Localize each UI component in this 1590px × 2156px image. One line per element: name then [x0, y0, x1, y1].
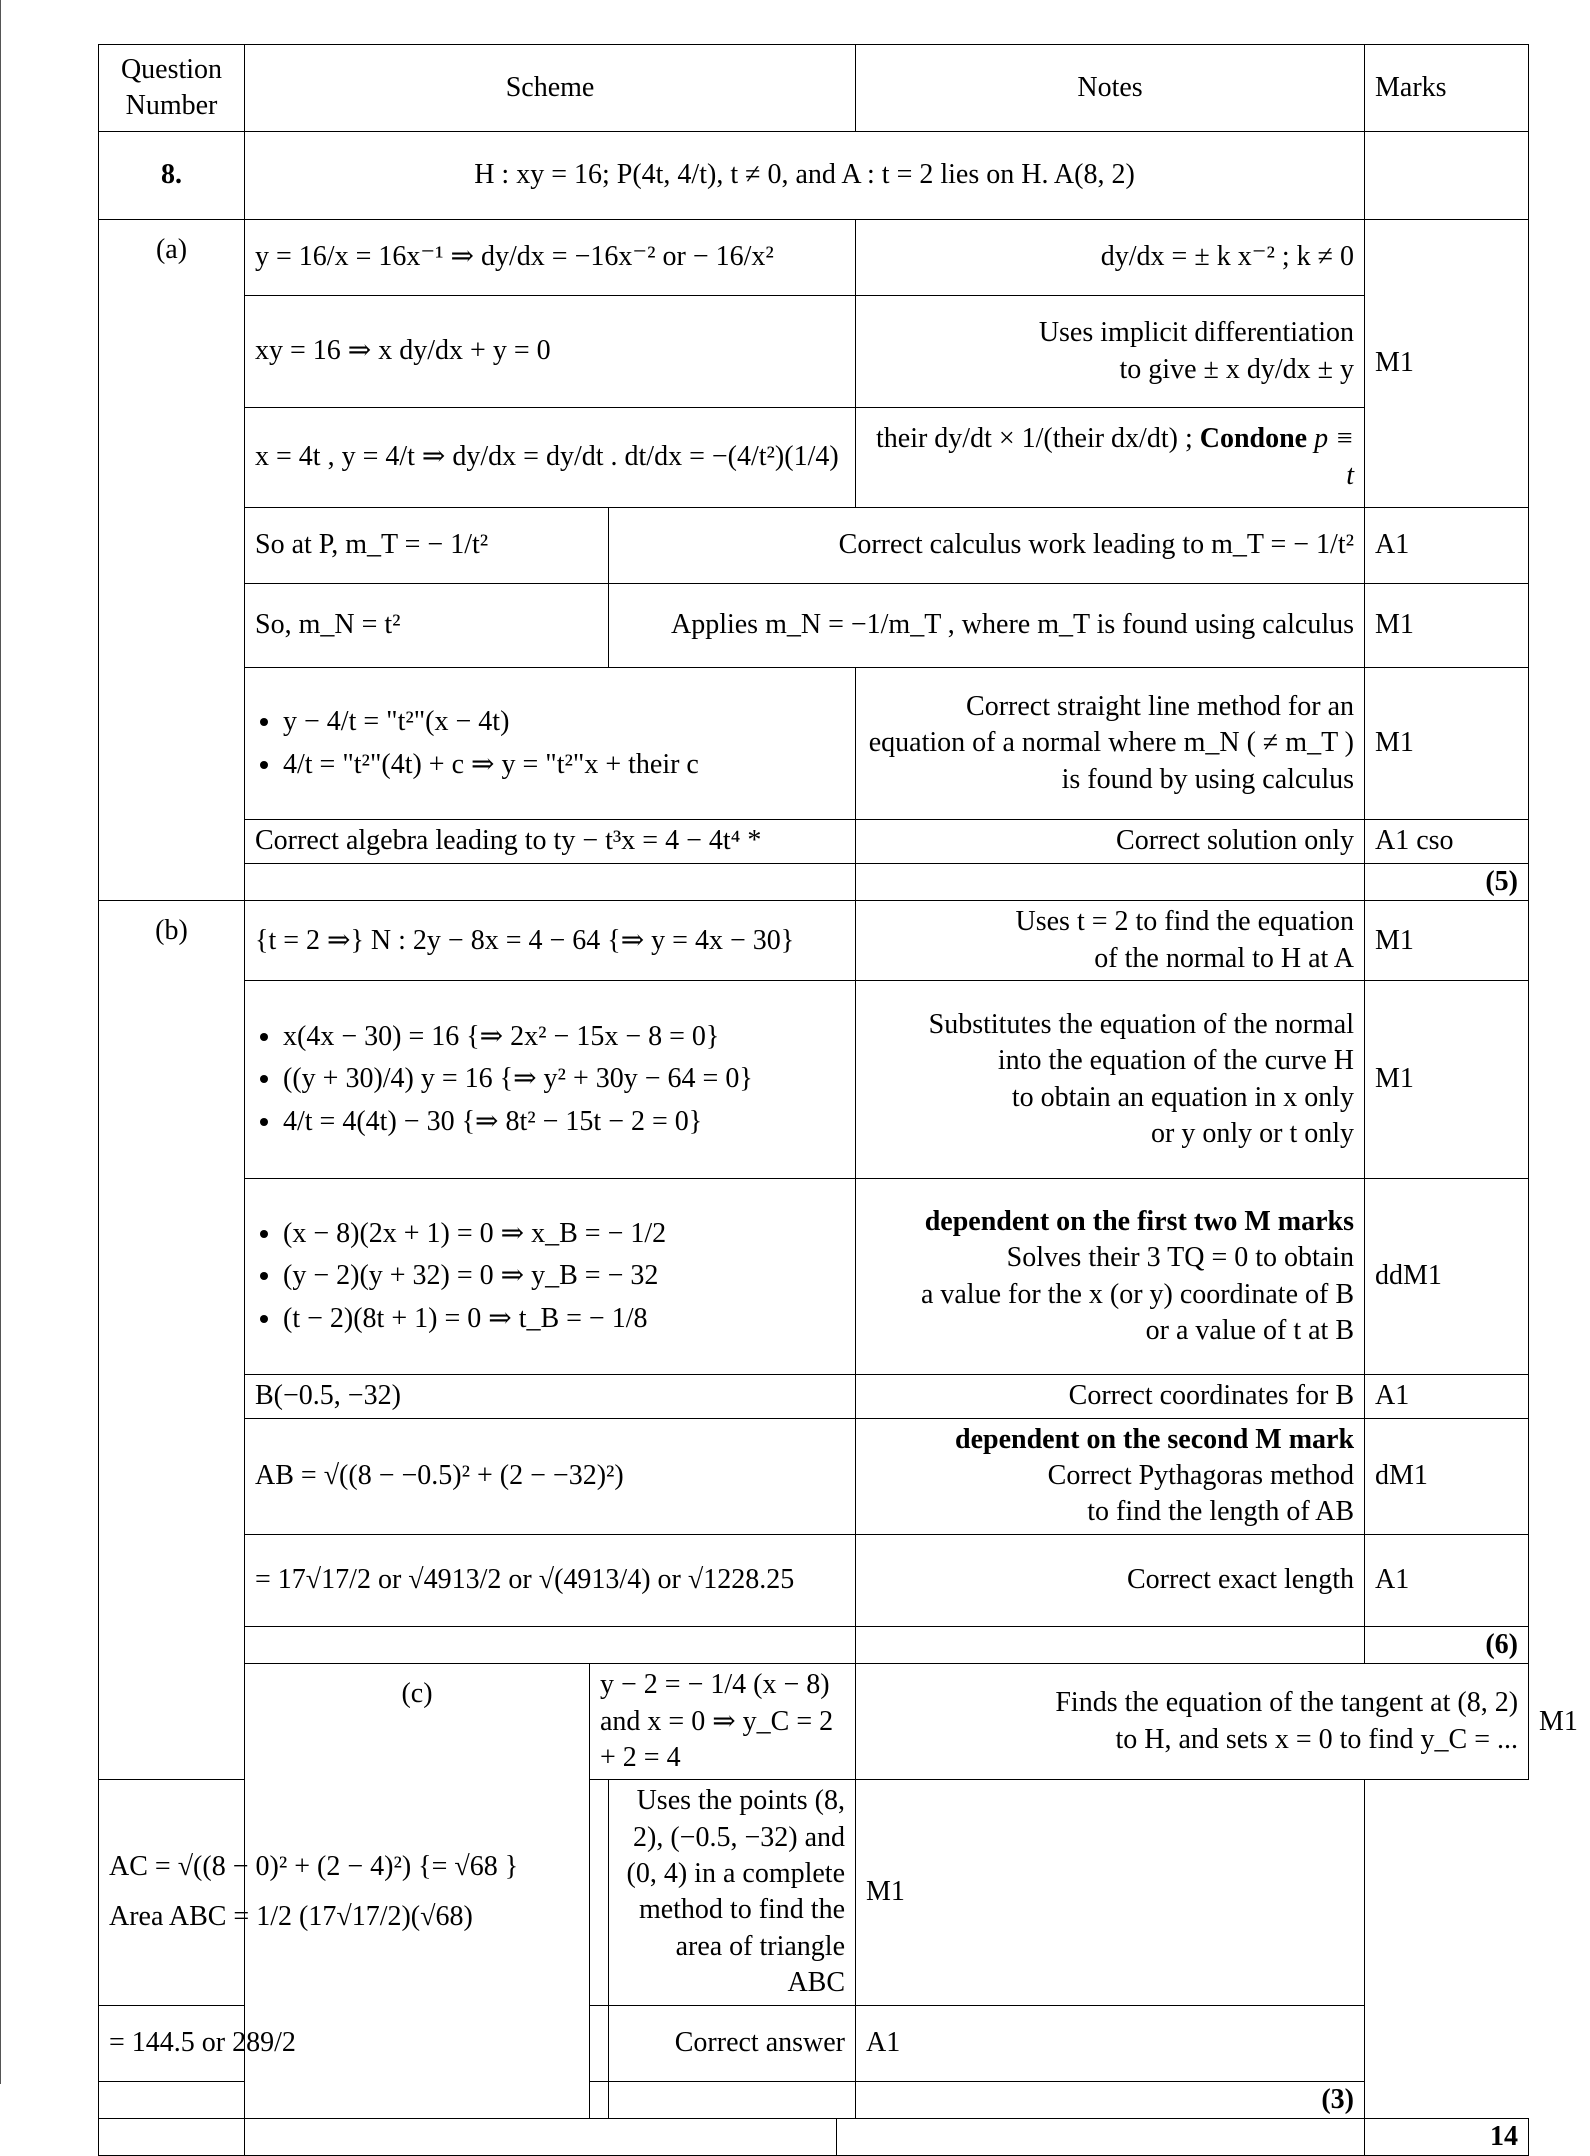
marks-cell: M1: [1365, 981, 1529, 1179]
notes-cell: [856, 408, 1365, 508]
scheme-cell: [245, 1179, 856, 1375]
total-row: [99, 864, 1529, 901]
notes-cell: Correct exact length: [856, 1534, 1365, 1626]
empty-cell: [856, 1626, 1365, 1663]
list-item: • (t − 2)(8t + 1) = 0 ⇒ t_B = − 1/8: [283, 1301, 845, 1337]
notes-line: Correct straight line method for an: [966, 690, 1355, 722]
notes-text: their dy/dt × 1/(their dx/dt) ;: [875, 423, 1193, 455]
notes-line: to find the length of AB: [1087, 1496, 1355, 1528]
header-question-number: Question Number: [99, 45, 245, 132]
total-row: [99, 1626, 1529, 1663]
part-b-total: (6): [1365, 1626, 1529, 1663]
marks-cell: A1 cso: [1365, 820, 1529, 864]
notes-cell: [856, 1418, 1365, 1534]
list-item: • 4/t = "t²"(4t) + c ⇒ y = "t²"x + their c: [283, 747, 845, 783]
part-b-label: (b): [99, 901, 245, 1780]
empty-cell: [99, 2081, 609, 2118]
table-row: [99, 1534, 1529, 1626]
scheme-line: Area ABC = 1/2 (17√17/2)(√68): [109, 1901, 473, 1933]
notes-line: Uses the points (8, 2), (−0.5, −32) and: [633, 1785, 846, 1853]
scheme-cell: x = 4t , y = 4/t ⇒ dy/dx = dy/dt . dt/dx = −(4/t²)(1/4): [245, 408, 856, 508]
scheme-cell: = 144.5 or 289/2: [99, 2005, 609, 2081]
scheme-cell: So, m_N = t²: [245, 584, 609, 668]
notes-cell: [856, 296, 1365, 408]
scheme-cell: = 17√17/2 or √4913/2 or √(4913/4) or √1228.25: [245, 1534, 856, 1626]
notes-cell: [856, 1664, 1529, 1780]
table-row: [99, 296, 1529, 408]
marks-cell: M1: [1365, 901, 1529, 981]
header-row: [99, 45, 1529, 132]
bullet-list: [255, 704, 845, 783]
bullet-list: [255, 1216, 845, 1337]
marks-cell: A1: [1365, 1375, 1529, 1418]
table-row: [99, 1780, 1529, 2005]
notes-line: Uses implicit differentiation: [1038, 317, 1355, 349]
notes-text: p ≡ t: [1314, 423, 1355, 491]
empty-cell: [245, 2119, 837, 2156]
page-edge: [0, 0, 1, 2084]
notes-cell: Correct coordinates for B: [856, 1375, 1365, 1418]
notes-line: dependent on the second M mark: [955, 1423, 1355, 1455]
notes-line: Correct Pythagoras method: [1047, 1459, 1355, 1491]
part-a-total: (5): [1365, 864, 1529, 901]
notes-line: dependent on the first two M marks: [924, 1205, 1355, 1237]
list-item: • 4/t = 4(4t) − 30 {⇒ 8t² − 15t − 2 = 0}: [283, 1104, 845, 1140]
empty-cell: [837, 2119, 1365, 2156]
intro-row: [99, 132, 1529, 220]
empty-cell: [99, 2119, 245, 2156]
intro-marks: [1365, 132, 1529, 220]
empty-cell: [609, 2081, 856, 2118]
scheme-cell: [245, 981, 856, 1179]
grand-total-row: [99, 2119, 1529, 2156]
notes-line: Substitutes the equation of the normal: [928, 1008, 1355, 1040]
empty-cell: [245, 864, 856, 901]
marks-cell: dM1: [1365, 1418, 1529, 1534]
scheme-cell: [245, 668, 856, 820]
question-number: 8.: [99, 132, 245, 220]
header-scheme: Scheme: [245, 45, 856, 132]
notes-line: (0, 4) in a complete method to find the: [626, 1858, 846, 1926]
notes-line: Finds the equation of the tangent at (8, 2): [1055, 1687, 1519, 1719]
table-row: [99, 584, 1529, 668]
table-row: [99, 668, 1529, 820]
notes-cell: dy/dx = ± k x⁻² ; k ≠ 0: [856, 220, 1365, 296]
notes-line: a value for the x (or y) coordinate of B: [920, 1278, 1355, 1310]
empty-cell: [856, 864, 1365, 901]
scheme-cell: xy = 16 ⇒ x dy/dx + y = 0: [245, 296, 856, 408]
marks-cell: M1: [856, 1780, 1365, 2005]
table-row: [99, 408, 1529, 508]
marks-cell: M1: [1365, 668, 1529, 820]
header-marks: Marks: [1365, 45, 1529, 132]
notes-line: is found by using calculus: [1061, 763, 1355, 795]
table-row: [99, 1418, 1529, 1534]
notes-cell: [609, 1780, 856, 2005]
notes-line: or a value of t at B: [1145, 1315, 1355, 1347]
scheme-cell: y − 2 = − 1/4 (x − 8) and x = 0 ⇒ y_C = 2 + 2 = 4: [590, 1664, 856, 1780]
grand-total: 14: [1365, 2119, 1529, 2156]
scheme-cell: y = 16/x = 16x⁻¹ ⇒ dy/dx = −16x⁻² or − 16/x²: [245, 220, 856, 296]
table-row: [99, 2005, 1529, 2081]
notes-bold: Condone: [1199, 423, 1308, 455]
scheme-line: AC = √((8 − 0)² + (2 − 4)²) {= √68 }: [109, 1851, 519, 1883]
marks-cell: A1: [856, 2005, 1365, 2081]
bullet-list: [255, 1019, 845, 1140]
scheme-cell: Correct algebra leading to ty − t³x = 4 − 4t⁴ *: [245, 820, 856, 864]
part-c-total: (3): [856, 2081, 1365, 2118]
marks-cell: M1: [1365, 220, 1529, 508]
notes-cell: Correct answer: [609, 2005, 856, 2081]
part-c-label: (c): [245, 1664, 590, 2119]
table-row: [99, 220, 1529, 296]
marks-cell: M1: [1365, 584, 1529, 668]
notes-line: to obtain an equation in x only: [1011, 1081, 1355, 1113]
scheme-cell: B(−0.5, −32): [245, 1375, 856, 1418]
marks-cell: A1: [1365, 1534, 1529, 1626]
part-a-label: (a): [99, 220, 245, 901]
notes-line: or y only or t only: [1151, 1118, 1355, 1150]
list-item: • (y − 2)(y + 32) = 0 ⇒ y_B = − 32: [283, 1258, 845, 1294]
table-row: (c) y − 2 = − 1/4 (x − 8) and x = 0 ⇒ y_C = 2 + 2 = 4 Finds the equation of the tangent at (8, 2) to H, and sets x = 0 to find y_C = ... M1: [99, 1664, 1529, 1780]
intro-statement: H : xy = 16; P(4t, 4/t), t ≠ 0, and A : t = 2 lies on H. A(8, 2): [245, 132, 1365, 220]
list-item: • y − 4/t = "t²"(x − 4t): [283, 704, 845, 740]
notes-line: of the normal to H at A: [1094, 942, 1355, 974]
total-row: [99, 2081, 1529, 2118]
notes-cell: [856, 1179, 1365, 1375]
scheme-cell: So at P, m_T = − 1/t²: [245, 508, 609, 584]
marks-cell: A1: [1365, 508, 1529, 584]
table-row: [99, 901, 1529, 981]
table-row: [99, 820, 1529, 864]
empty-cell: [245, 1626, 856, 1663]
mark-scheme-table: [98, 44, 1578, 2156]
table-row: [99, 1375, 1529, 1418]
table-row: [99, 981, 1529, 1179]
notes-line: to H, and sets x = 0 to find y_C = ...: [1115, 1723, 1519, 1755]
list-item: • ((y + 30)/4) y = 16 {⇒ y² + 30y − 64 = 0}: [283, 1061, 845, 1097]
notes-line: Uses t = 2 to find the equation: [1015, 906, 1355, 938]
notes-cell: Correct solution only: [856, 820, 1365, 864]
notes-cell: [856, 668, 1365, 820]
notes-cell: Correct calculus work leading to m_T = − 1/t²: [609, 508, 1365, 584]
notes-cell: [856, 901, 1365, 981]
notes-cell: Applies m_N = −1/m_T , where m_T is found using calculus: [609, 584, 1365, 668]
scheme-cell: [99, 1780, 609, 2005]
notes-line: to give ± x dy/dx ± y: [1119, 353, 1355, 385]
marks-cell: ddM1: [1365, 1179, 1529, 1375]
notes-line: equation of a normal where m_N ( ≠ m_T ): [868, 727, 1355, 759]
scheme-cell: {t = 2 ⇒} N : 2y − 8x = 4 − 64 {⇒ y = 4x − 30}: [245, 901, 856, 981]
header-notes: Notes: [856, 45, 1365, 132]
list-item: • (x − 8)(2x + 1) = 0 ⇒ x_B = − 1/2: [283, 1216, 845, 1252]
notes-cell: [856, 981, 1365, 1179]
list-item: • x(4x − 30) = 16 {⇒ 2x² − 15x − 8 = 0}: [283, 1019, 845, 1055]
table-row: [99, 508, 1529, 584]
notes-line: Solves their 3 TQ = 0 to obtain: [1006, 1242, 1355, 1274]
scheme-cell: AB = √((8 − −0.5)² + (2 − −32)²): [245, 1418, 856, 1534]
table-row: [99, 1179, 1529, 1375]
notes-line: area of triangle ABC: [675, 1930, 846, 1999]
notes-line: into the equation of the curve H: [997, 1045, 1355, 1077]
